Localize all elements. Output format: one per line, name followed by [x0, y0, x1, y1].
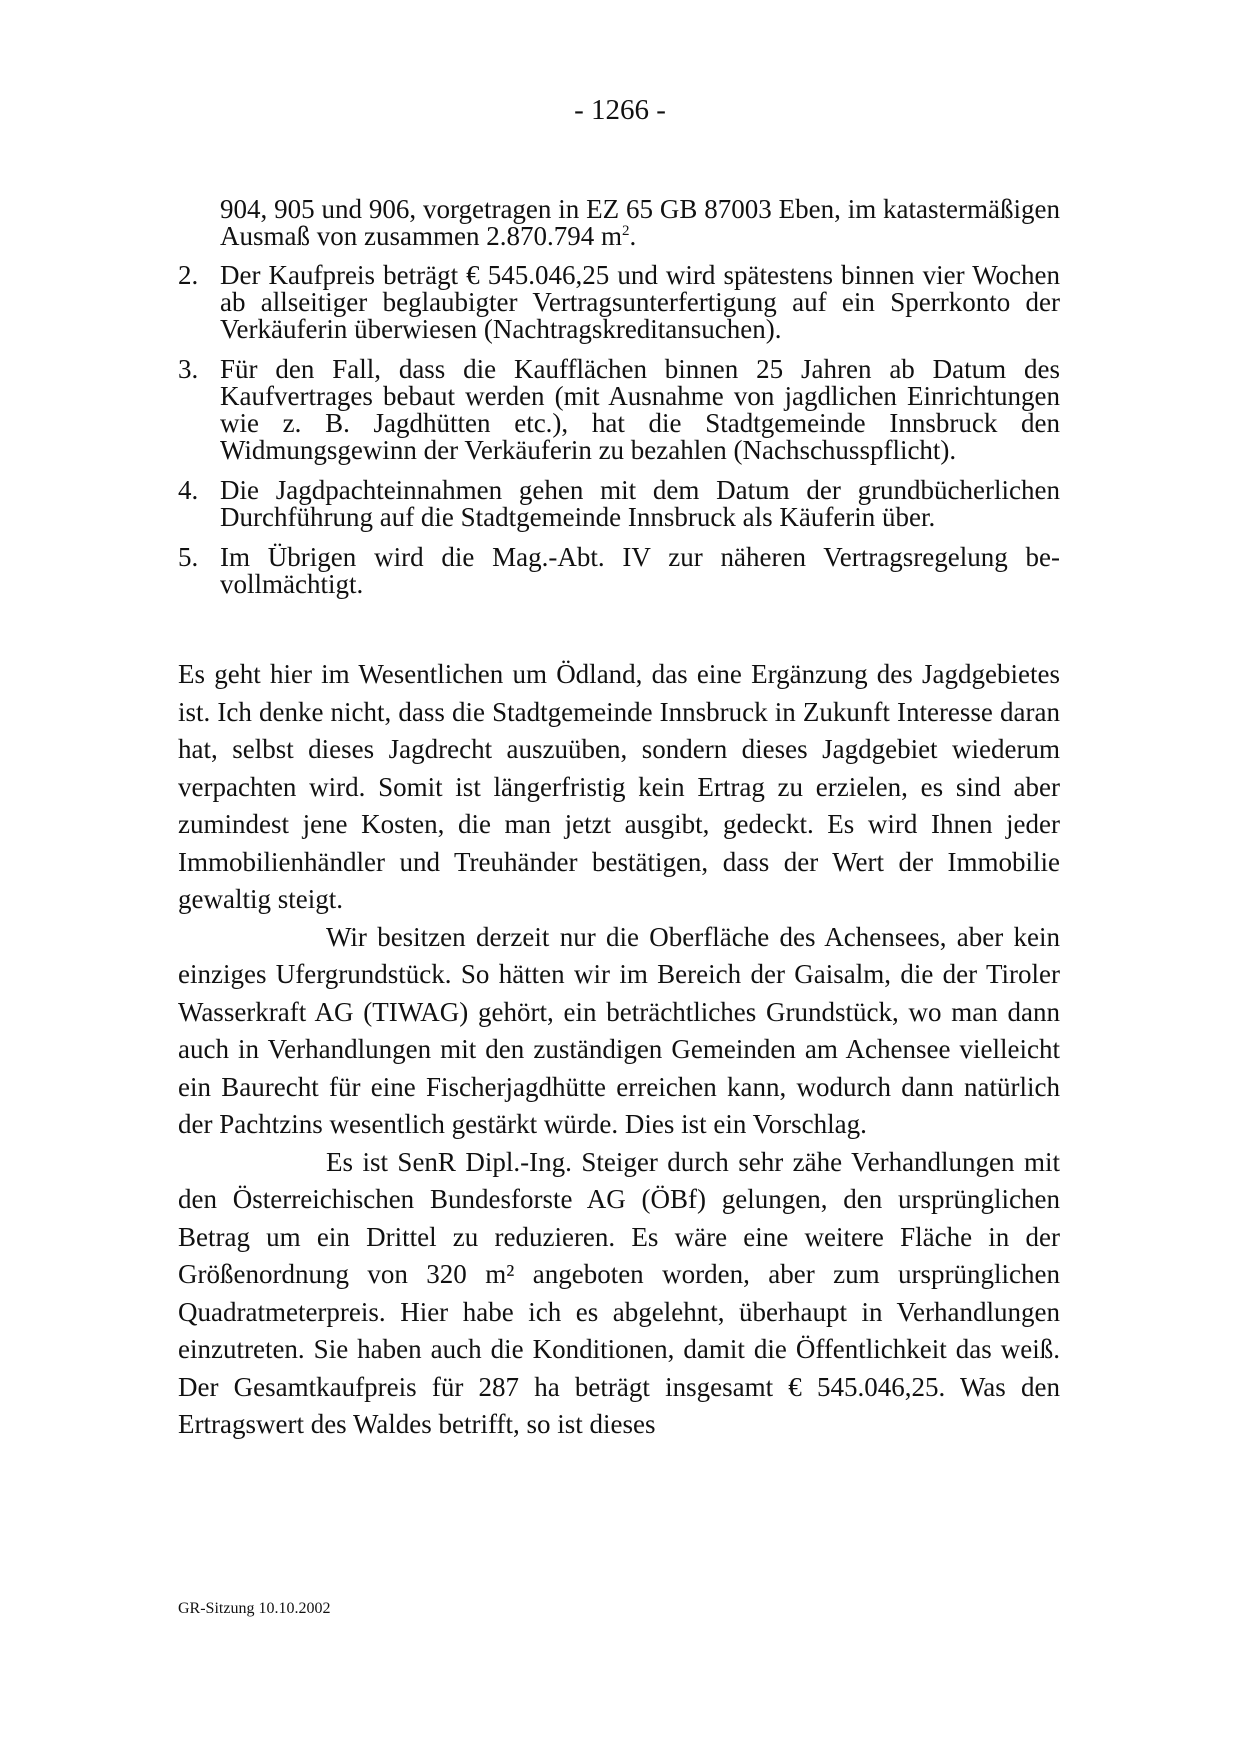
- continuation-end: .: [629, 221, 637, 251]
- list-text: Die Jagdpachteinnahmen gehen mit dem Datum der grundbücherlichen Durchführung auf die Stadtgemeinde Innsbruck als Käuferin über.: [220, 475, 1060, 532]
- resolution-list: [178, 196, 1060, 611]
- list-text: Der Kaufpreis beträgt € 545.046,25 und wird spätestens binnen vier Wochen ab allseitiger beglaubigter Vertragsunterfertigung auf ein Sperrkonto der Verkäuferin überwiesen (Nachtragskreditansuchen).: [220, 260, 1060, 344]
- list-item-4: [178, 477, 1060, 531]
- speech-body: [178, 656, 1060, 1444]
- paragraph-2: Wir besitzen derzeit nur die Oberfläche des Achensees, aber kein einziges Ufergrundstück. So hätten wir im Bereich der Gaisalm, die der Tiroler Wasserkraft AG (TIWAG) gehört, ein beträchtliches Grundstück, wo man dann auch in Verhandlungen mit den zuständigen Gemeinden am Achensee vielleicht ein Baurecht für eine Fischerjagdhütte erreichen kann, wodurch dann natürlich der Pachtzins wesentlich gestärkt würde. Dies ist ein Vorschlag.: [178, 921, 1060, 1139]
- footer-session-date: GR-Sitzung 10.10.2002: [178, 1600, 331, 1617]
- page-number: - 1266 -: [574, 94, 666, 126]
- list-number: 4.: [178, 475, 199, 505]
- list-item-2: [178, 262, 1060, 343]
- paragraph-3: Es ist SenR Dipl.-Ing. Steiger durch sehr zähe Verhandlungen mit den Österreichischen Bundesforste AG (ÖBf) gelungen, den ursprünglichen Betrag um ein Drittel zu reduzieren. Es wäre eine weitere Fläche in der Größenordnung von 320 m² angeboten worden, aber zum ursprünglichen Quadratmeterpreis. Hier habe ich es abgelehnt, überhaupt in Verhandlungen einzutreten. Sie haben auch die Konditionen, damit die Öffentlichkeit das weiß. Der Gesamtkaufpreis für 287 ha beträgt insgesamt € 545.046,25. Was den Ertragswert des Waldes betrifft, so ist dieses: [178, 1146, 1060, 1439]
- list-number: 3.: [178, 354, 199, 384]
- list-number: 5.: [178, 542, 199, 572]
- paragraph-1: Es geht hier im Wesentlichen um Ödland, das eine Ergänzung des Jagdgebietes ist. Ich denke nicht, dass die Stadtgemeinde Innsbruck in Zukunft Interesse daran hat, selbst dieses Jagdrecht auszuüben, sondern dieses Jagdgebiet wiederum verpachten wird. Somit ist längerfristig kein Ertrag zu erzielen, es sind aber zumindest jene Kosten, die man jetzt ausgibt, gedeckt. Es wird Ihnen jeder Immobilienhändler und Treuhänder bestätigen, dass der Wert der Immobilie gewaltig steigt.: [178, 659, 1060, 914]
- list-item-3: [178, 356, 1060, 464]
- continuation-text: 904, 905 und 906, vorgetragen in EZ 65 GB 87003 Eben, im katastermäßigen Ausmaß von zusammen 2.870.794 m: [220, 194, 1060, 251]
- list-number: 2.: [178, 260, 199, 290]
- list-item-5: [178, 544, 1060, 598]
- list-text: Für den Fall, dass die Kaufflächen binnen 25 Jahren ab Datum des Kaufvertrages bebaut werden (mit Ausnahme von jagdlichen Einrichtungen wie z. B. Jagdhütten etc.), hat die Stadtgemeinde Innsbruck den Widmungsgewinn der Verkäuferin zu bezahlen (Nachschusspflicht).: [220, 354, 1060, 465]
- list-item-continuation: [178, 196, 1060, 250]
- superscript: 2: [621, 223, 630, 239]
- list-text: Im Übrigen wird die Mag.-Abt. IV zur näheren Vertragsregelung bevollmächtigt.: [220, 542, 1060, 599]
